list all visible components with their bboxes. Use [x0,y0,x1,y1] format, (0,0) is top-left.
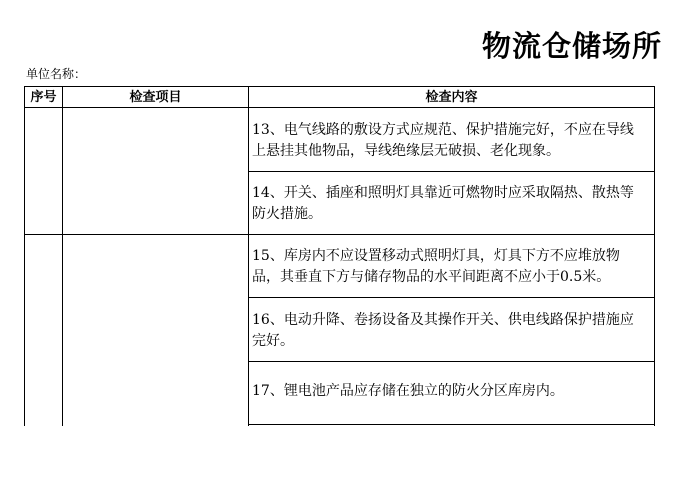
group-divider [24,234,655,235]
document-title: 物流仓储场所 [482,29,663,63]
table-row-13: 13、电气线路的敷设方式应规范、保护措施完好，不应在导线上悬挂其他物品，导线绝缘层无破损、老化现象。 [252,122,634,159]
header-item: 检查项目 [129,90,182,105]
table-right-border [654,86,655,426]
row-divider [248,361,655,362]
column-divider [248,86,249,426]
table-left-border [24,86,25,426]
column-divider [62,86,63,426]
row-divider [248,171,655,172]
unit-name-label: 单位名称： [26,67,87,81]
table-row-15: 15、库房内不应设置移动式照明灯具，灯具下方不应堆放物品，其垂直下方与储存物品的水平间距离不应小于0.5米。 [252,248,620,285]
table-row-17: 17、锂电池产品应存储在独立的防火分区库房内。 [252,383,564,399]
row-divider [248,297,655,298]
row-divider [248,424,655,425]
header-index: 序号 [30,90,57,105]
table-row-14: 14、开关、插座和照明灯具靠近可燃物时应采取隔热、散热等防火措施。 [252,185,634,222]
table-row-16: 16、电动升降、卷扬设备及其操作开关、供电线路保护措施应完好。 [252,312,634,349]
header-content: 检查内容 [425,90,478,105]
